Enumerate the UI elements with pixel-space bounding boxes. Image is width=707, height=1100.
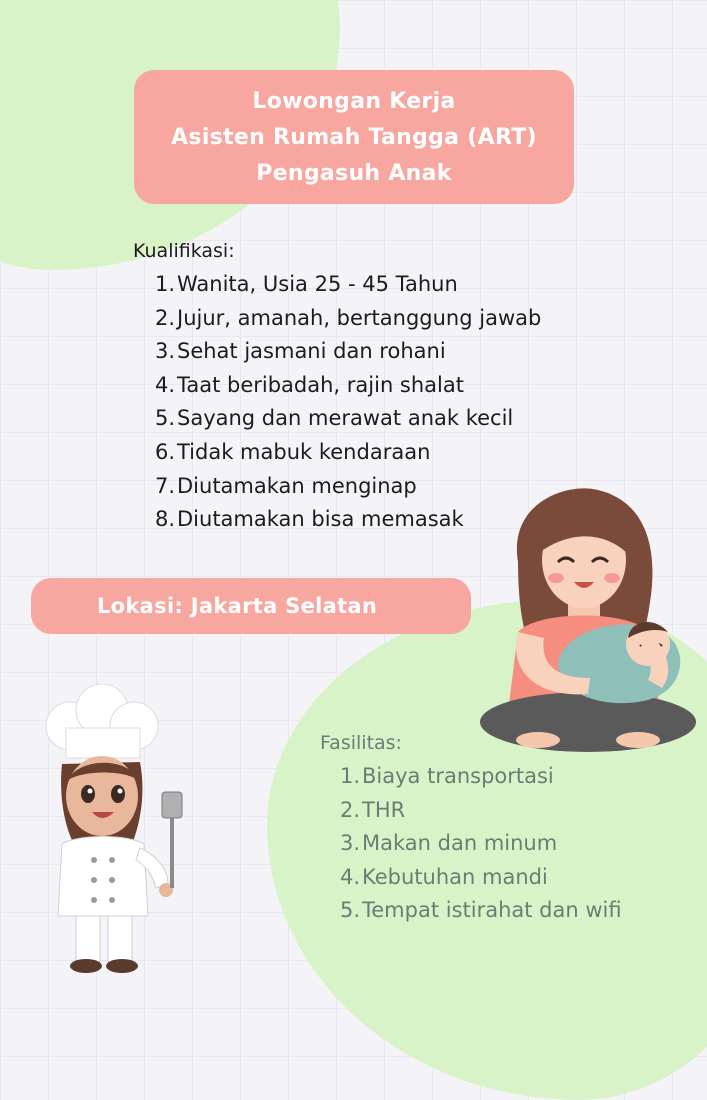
chef-woman-illustration — [28, 684, 200, 974]
item-text: Sehat jasmani dan rohani — [177, 339, 446, 364]
item-number: 5. — [154, 406, 175, 431]
item-text: Kebutuhan mandi — [362, 864, 548, 889]
location-card — [31, 578, 471, 634]
item-text: Jujur, amanah, bertanggung jawab — [177, 305, 542, 330]
location-label: Lokasi: Jakarta Selatan — [97, 594, 378, 618]
title-line-1: Lowongan Kerja — [252, 89, 456, 114]
item-number: 2. — [339, 797, 360, 822]
list-item — [133, 302, 541, 336]
item-text: Diutamakan menginap — [177, 473, 417, 498]
list-item — [320, 760, 622, 794]
list-item — [133, 335, 541, 369]
list-item — [133, 402, 541, 436]
item-text: Makan dan minum — [362, 831, 558, 856]
item-number: 8. — [154, 507, 175, 532]
item-text: THR — [362, 797, 406, 822]
title-line-3: Pengasuh Anak — [256, 161, 452, 186]
item-number: 4. — [154, 372, 175, 397]
item-number: 3. — [154, 339, 175, 364]
item-number: 3. — [339, 831, 360, 856]
item-text: Biaya transportasi — [362, 764, 554, 788]
list-item — [320, 794, 622, 828]
facilities-list — [320, 732, 622, 928]
list-item — [133, 369, 541, 403]
item-number: 5. — [339, 898, 360, 923]
item-number: 4. — [339, 864, 360, 889]
item-number: 7. — [154, 473, 175, 498]
item-text: Wanita, Usia 25 - 45 Tahun — [177, 272, 458, 296]
item-number: 2. — [154, 305, 175, 330]
title-card — [134, 70, 574, 204]
mother-holding-baby-illustration — [478, 482, 700, 764]
list-item — [320, 894, 622, 928]
item-text: Taat beribadah, rajin shalat — [177, 372, 464, 397]
list-item — [133, 268, 541, 302]
item-text: Tidak mabuk kendaraan — [177, 439, 431, 464]
list-item — [133, 436, 541, 470]
list-item — [320, 827, 622, 861]
qualifications-heading: Kualifikasi: — [133, 240, 235, 262]
item-number: 6. — [154, 439, 175, 464]
facilities-heading: Fasilitas: — [320, 732, 402, 754]
item-text: Diutamakan bisa memasak — [177, 507, 464, 532]
list-item — [320, 861, 622, 895]
item-number: 1. — [339, 764, 360, 788]
item-text: Tempat istirahat dan wifi — [362, 898, 622, 923]
item-number: 1. — [154, 272, 175, 296]
title-line-2: Asisten Rumah Tangga (ART) — [171, 125, 537, 150]
item-text: Sayang dan merawat anak kecil — [177, 406, 514, 431]
